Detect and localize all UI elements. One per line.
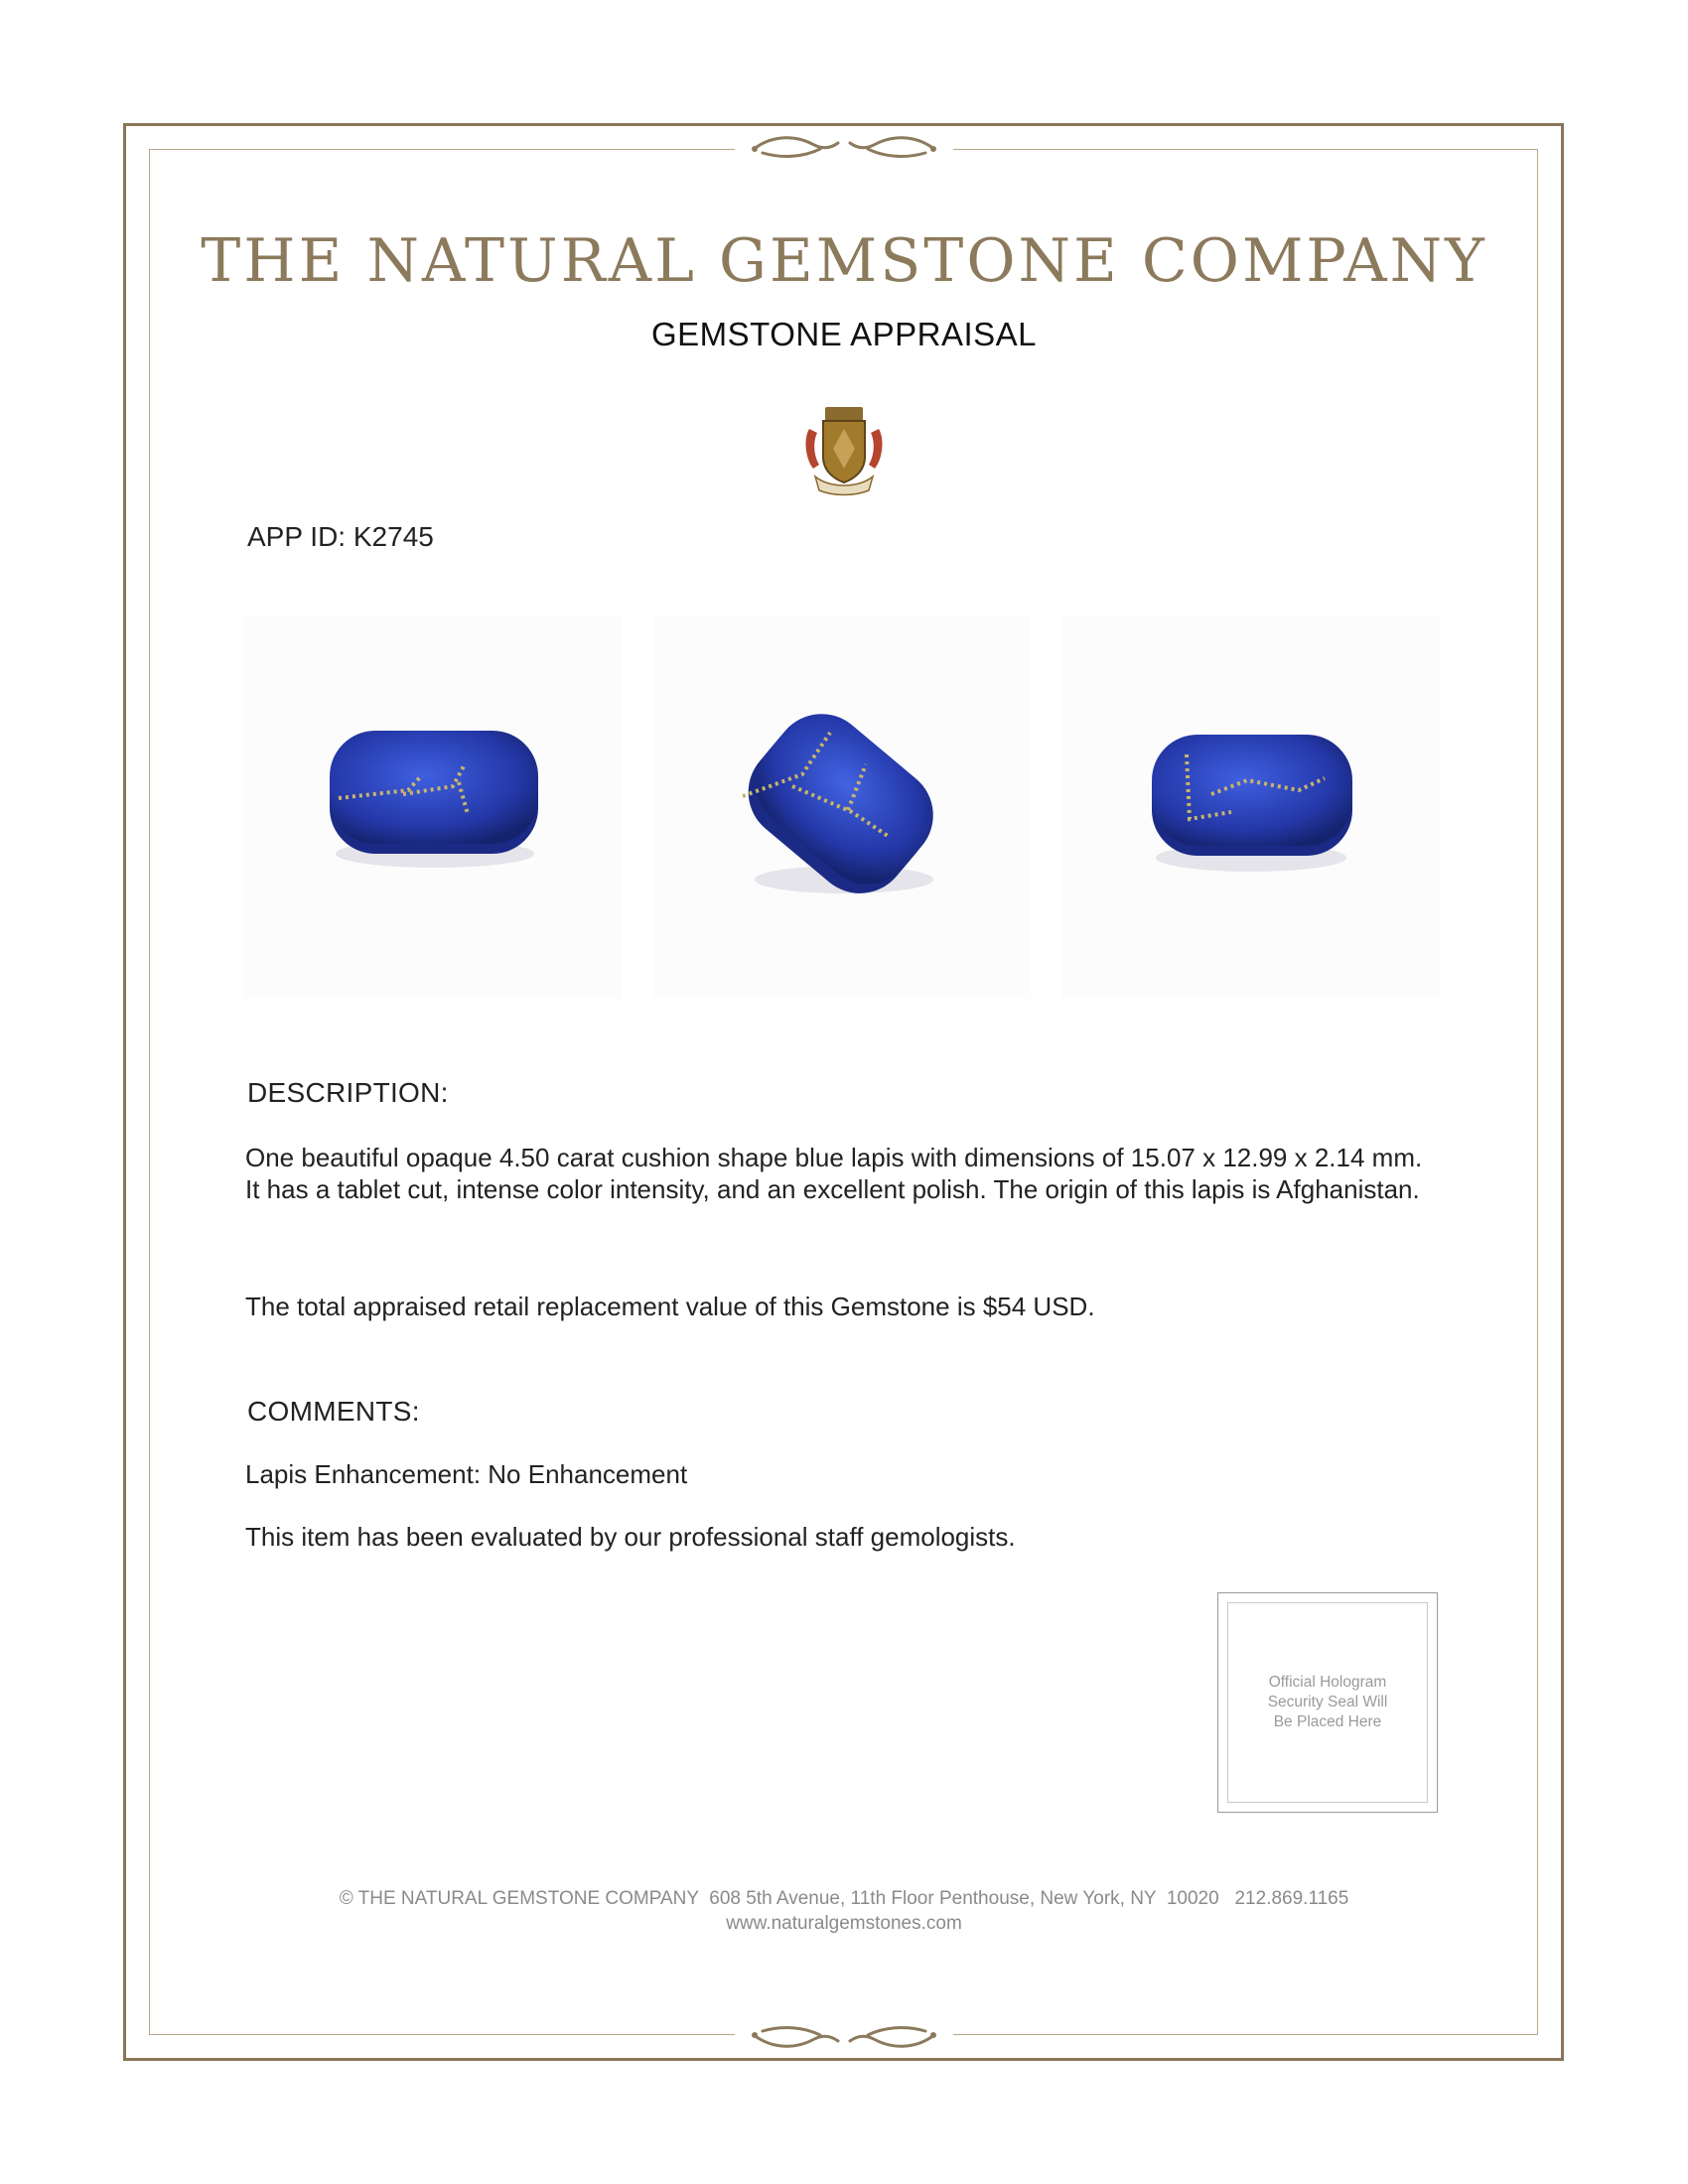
- gemstone-photos: [244, 615, 1440, 999]
- value-statement: The total appraised retail replacement value of this Gemstone is $54 USD.: [245, 1292, 1095, 1321]
- gemstone-photo-angled: [653, 615, 1031, 999]
- enhancement-note: Lapis Enhancement: No Enhancement: [245, 1459, 688, 1489]
- comments-heading: COMMENTS:: [247, 1396, 420, 1427]
- hologram-seal-placeholder: [1227, 1602, 1428, 1803]
- seal-line-1: Official Hologram: [1268, 1674, 1387, 1691]
- app-id: [247, 521, 434, 553]
- gemstone-photo-front: [244, 615, 622, 999]
- document-title: GEMSTONE APPRAISAL: [650, 316, 1038, 352]
- gemstone-photo-back: [1062, 615, 1440, 999]
- app-id-label: APP ID:: [247, 521, 347, 552]
- footer-address: © THE NATURAL GEMSTONE COMPANY 608 5th Avenue, 11th Floor Penthouse, New York, NY 10020 212.869.1165: [339, 1888, 1349, 1909]
- footer-website: www.naturalgemstones.com: [726, 1913, 962, 1934]
- crest-logo-icon: [799, 399, 889, 498]
- app-id-value: K2745: [352, 521, 434, 552]
- evaluation-note: This item has been evaluated by our professional staff gemologists.: [245, 1522, 1016, 1552]
- company-title: THE NATURAL GEMSTONE COMPANY: [201, 226, 1487, 296]
- bottom-ornament-icon: [735, 2015, 953, 2055]
- description-text: One beautiful opaque 4.50 carat cushion shape blue lapis with dimensions of 15.07 x 12.99 x 2.14 mm. It has a tablet cut, intense color intensity, and an excellent polish. The origin of this lapis is Afghanistan.: [245, 1143, 1423, 1204]
- top-ornament-icon: [735, 129, 953, 169]
- seal-line-3: Be Placed Here: [1273, 1713, 1382, 1730]
- description-heading: DESCRIPTION:: [247, 1077, 449, 1108]
- seal-line-2: Security Seal Will: [1267, 1694, 1388, 1710]
